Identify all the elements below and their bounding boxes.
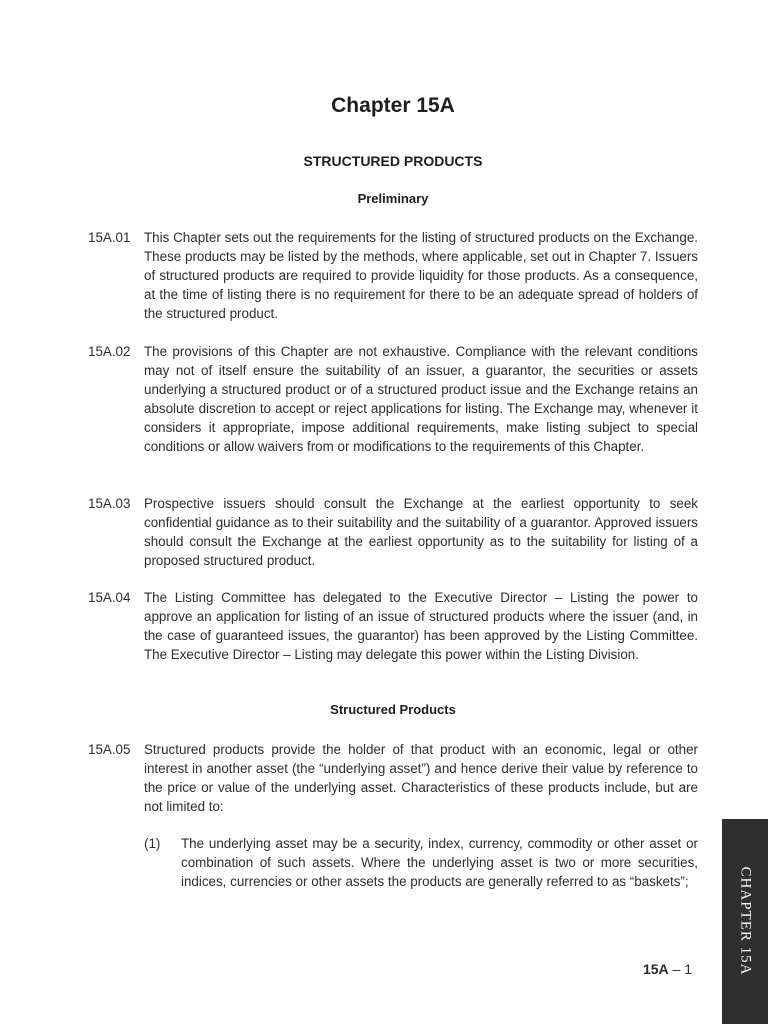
paragraph-number: 15A.03 xyxy=(88,496,131,511)
paragraph-text: Prospective issuers should consult the Exchange at the earliest opportunity to seek confidential guidance as to their suitability and the suitability of a guarantor. Approved issuers should consult the Exchange at the earliest opportunity as to the suitability for listing of a proposed structured product. xyxy=(144,496,698,568)
sub-item-number: (1) xyxy=(144,836,161,851)
paragraph-number: 15A.01 xyxy=(88,230,131,245)
chapter-title: Chapter 15A xyxy=(331,94,455,117)
paragraph-15a-03 xyxy=(88,494,698,570)
footer-separator: – xyxy=(668,961,685,977)
heading-preliminary: Preliminary xyxy=(357,191,429,206)
footer-page-number: 1 xyxy=(684,961,692,977)
paragraph-15a-05 xyxy=(88,740,698,816)
paragraph-text: The provisions of this Chapter are not exhaustive. Compliance with the relevant conditions may not of itself ensure the suitability of an issuer, a guarantor, the securities or assets underlying a structured product or of a structured product issue and the Exchange retains an absolute discretion to accept or reject applications for listing. The Exchange may, whenever it considers it appropriate, impose additional requirements, make listing subject to special conditions or allow waivers from or modifications to the requirements of this Chapter. xyxy=(144,344,698,454)
chapter-side-tab-label: CHAPTER 15A xyxy=(737,866,754,976)
paragraph-text: The Listing Committee has delegated to the Executive Director – Listing the power to approve an application for listing of an issue of structured products where the issuer (and, in the case of guaranteed issues, the guarantor) has been approved by the Listing Committee. The Executive Director – Listing may delegate this power within the Listing Division. xyxy=(144,590,698,662)
paragraph-number: 15A.02 xyxy=(88,344,131,359)
heading-structured-products: Structured Products xyxy=(330,702,456,717)
paragraph-text: This Chapter sets out the requirements for the listing of structured products on the Exchange. These products may be listed by the methods, where applicable, set out in Chapter 7. Issuers of structured products are required to provide liquidity for those products. As a consequence, at the time of listing there is no requirement for there to be an adequate spread of holders of the structured product. xyxy=(144,230,698,321)
paragraph-15a-01 xyxy=(88,228,698,323)
paragraph-number: 15A.05 xyxy=(88,742,131,757)
paragraph-15a-04 xyxy=(88,588,698,664)
paragraph-15a-02 xyxy=(88,342,698,456)
sub-item-text: The underlying asset may be a security, index, currency, commodity or other asset or combination of such assets. Where the underlying asset is two or more securities, indices, currencies or other assets the products are generally referred to as “baskets”; xyxy=(181,836,698,889)
page-footer xyxy=(600,961,692,977)
sub-item-1 xyxy=(144,834,698,891)
chapter-side-tab xyxy=(722,819,768,1024)
footer-chapter: 15A xyxy=(642,961,669,977)
paragraph-text: Structured products provide the holder of that product with an economic, legal or other interest in another asset (the “underlying asset”) and hence derive their value by reference to the price or value of the underlying asset. Characteristics of these products include, but are not limited to: xyxy=(144,742,698,814)
section-title: STRUCTURED PRODUCTS xyxy=(303,153,483,169)
paragraph-number: 15A.04 xyxy=(88,590,131,605)
